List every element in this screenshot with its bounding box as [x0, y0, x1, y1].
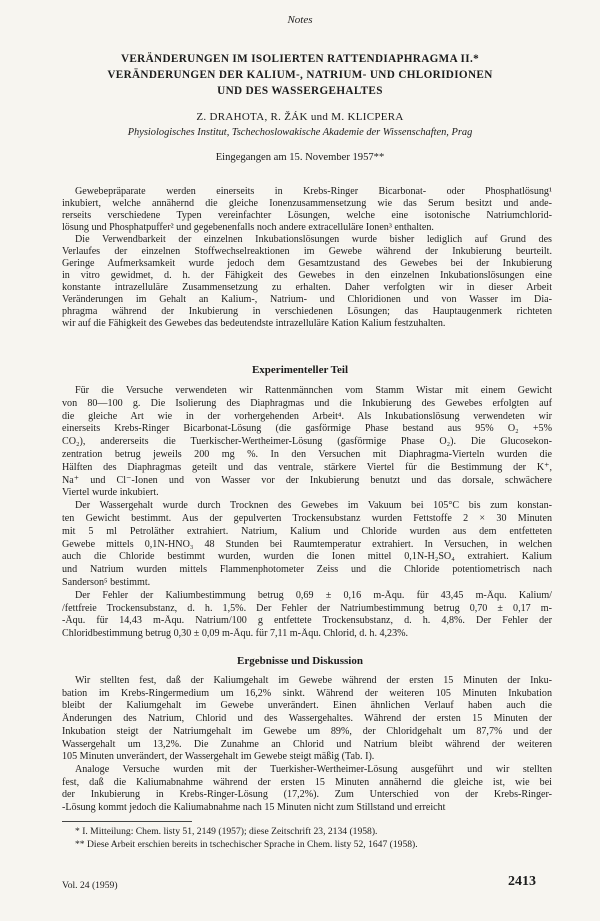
text-line: Wassergehalt um 13,2%. Die Zunahme an Chlorid und Natrium bleibt während der weiteren	[62, 738, 552, 750]
text-line: wir auf die Fähigkeit des Gewebes das bedeutendste intrazelluläre Kation Kalium festzuhalten.	[62, 318, 446, 329]
text-line: inkubiert, welche annähernd die gleiche Ionenzusammensetzung wie das Serum besitzt und ande-	[62, 198, 552, 209]
page-number: 2413	[508, 874, 536, 889]
text-line: /fettfreie Trockensubstanz, d. h. 1,5%. Der Fehler der Natriumbestimmung betrug 0,70 ± 0,17 m-	[62, 602, 552, 614]
text-line: lösung und Phosphatpuffer² und gegebenenfalls noch andere extracelluläre Ionen³ enthalten.	[62, 222, 434, 233]
text-line: Sanderson⁵ bestimmt.	[62, 577, 151, 588]
text-line: CO₂), andererseits die Tuerkischer-Wertheimer-Lösung (gasförmige Phase O₂). Die Glucosekon-	[62, 436, 552, 448]
text-line: fest, daß die Kaliumabnahme während der ersten 15 Minuten annähernd die gleiche ist, wie bei	[62, 776, 552, 788]
footnote-2: ** Diese Arbeit erschien bereits in tschechischer Sprache in Chem. listy 52, 1647 (1958).	[75, 839, 418, 850]
text-line: Gewebe mittels 0,1N-HNO₃ 48 Stunden bei Raumtemperatur extrahiert. In Versuchen, in welchen	[62, 538, 552, 550]
section-heading-results: Ergebnisse und Diskussion	[237, 655, 363, 667]
text-line: -Lösung kommt jedoch die Kaliumabnahme nach 15 Minuten nicht zum Stillstand und erreicht	[62, 802, 446, 813]
text-line: der Inkubierung in Krebs-Ringer-Lösung (17,2%). Zum Unterschied von der Krebs-Ringer-	[62, 789, 552, 801]
text-line: Na⁺ und Cl⁻-Ionen und von Wasser vor der Inkubierung benutzt und das dorsale, schwächere	[62, 474, 552, 486]
text-line: Gewebepräparate werden einerseits in Krebs-Ringer Bicarbonat- oder Phosphatlösung¹	[75, 186, 552, 197]
authors: Z. DRAHOTA, R. ŽÁK und M. KLICPERA	[196, 111, 404, 123]
text-line: Verlaufes der einzelnen Stoffwechselreaktionen im Gewebe während der Inkubierung beurteilt.	[62, 246, 552, 257]
received-date: Eingegangen am 15. November 1957**	[215, 152, 385, 163]
text-line: Der Wassergehalt wurde durch Trocknen des Gewebes im Vakuum bei 105°C bis zum konstan-	[75, 500, 552, 512]
volume-label: Vol. 24 (1959)	[62, 880, 118, 891]
text-line: Änderungen des Natrium, Chlorid und des Wassergehaltes. Während der ersten 15 Minuten der	[62, 713, 552, 725]
text-line: Für die Versuche verwendeten wir Rattenmännchen vom Stamm Wistar mit einem Gewicht	[75, 385, 552, 396]
title-line-2: VERÄNDERUNGEN DER KALIUM-, NATRIUM- UND CHLORIDIONEN	[107, 69, 493, 81]
text-line: Geringe Aufmerksamkeit wurde jedoch dem Gesamtzustand des Gewebes bei der Inkubierung	[62, 258, 552, 269]
text-line: Veränderungen im Gehalt an Kalium-, Natrium- und Chloridionen und von Wasser im Dia-	[62, 294, 552, 305]
text-line: und Natrium wurden mittels Flammenphotometer Zeiss und die Chloride potentiometrisch nach	[62, 564, 552, 576]
text-line: bation im Krebs-Ringermedium um 16,2% sinkt. Während der weiteren 105 Minuten Inkubation	[62, 687, 552, 699]
text-line: ten Gewicht bestimmt. Aus der gepulverten Trockensubstanz wurden Fettstoffe 2 × 30 Minuten	[62, 513, 552, 524]
footnote-1: * I. Mitteilung: Chem. listy 51, 2149 (1957); diese Zeitschrift 23, 2134 (1958).	[75, 826, 378, 837]
affiliation: Physiologisches Institut, Tschechoslowakische Akademie der Wissenschaften, Prag	[127, 127, 473, 138]
section-heading-experimental: Experimenteller Teil	[251, 364, 349, 376]
text-line: phragma während der Inkubierung in verschiedenen Lösungen; das Hauptaugenmerk richteten	[62, 306, 552, 317]
text-line: konstante intrazelluläre Zusammensetzung zu erhalten. Daher verfolgten wir in dieser Arbeit	[62, 282, 552, 293]
text-line: Wir stellten fest, daß der Kaliumgehalt im Gewebe während der ersten 15 Minuten der Inku-	[75, 675, 552, 686]
text-line: bleibt der Kaliumgehalt im Gewebe unverändert. Einen ähnlichen Verlauf haben auch die	[62, 700, 552, 712]
text-line: Viertel wurde inkubiert.	[62, 487, 159, 499]
text-line: Analoge Versuche wurden mit der Tuerkisher-Wertheimer-Lösung ausgeführt und wir stellten	[75, 763, 552, 775]
running-head: Notes	[287, 14, 313, 26]
text-line: auch die Chloride bestimmt wurden, wurden die Ionen mittel 0,1N-H₂SO₄ extrahiert. Kalium	[62, 551, 552, 563]
text-line: die gleiche Art wie in der vorhergehenden Arbeit⁴. Als Inkubationslösung verwendeten wir	[62, 410, 552, 422]
text-line: einerseits Krebs-Ringer Bicarbonat-Lösung (die gasförmige Phase bestand aus 95% O₂ +5%	[62, 423, 552, 435]
text-line: Inkubation steigt der Natriumgehalt im Gewebe um 89%, der Chloridgehalt um 87,7% und der	[62, 725, 552, 737]
text-line: Der Fehler der Kaliumbestimmung betrug 0,69 ± 0,16 m-Äqu. für 43,45 m-Äqu. Kalium/	[75, 589, 552, 601]
text-line: mit 5 ml Petroläther extrahiert. Natrium, Kalium und Chloride wurden aus dem entfetteten	[62, 525, 552, 537]
footnote-rule	[62, 821, 192, 822]
title-line-1: VERÄNDERUNGEN IM ISOLIERTEN RATTENDIAPHRAGMA II.*	[120, 53, 480, 65]
text-line: rerseits verschiedene Typen vereinfachter Lösungen, welche eine isotonische Natriumchlorid-	[62, 210, 552, 221]
text-line: Chloridbestimmung betrug 0,30 ± 0,09 m-Äqu. für 7,11 m-Äqu. Chlorid, d. h. 4,23%.	[62, 628, 409, 640]
text-line: -Äqu. für 14,43 m-Äqu. Natrium/100 g entfettete Trockensubstanz, d. h. 4,8%. Der Fehler der	[62, 615, 552, 627]
text-line: von 80—100 g. Die Isolierung des Diaphragmas und die Inkubierung des Gewebes erfolgten auf	[62, 397, 552, 409]
text-line: Hälften des Diaphragmas geteilt und das ventrale, stärkere Viertel für die Bestimmung der K⁺,	[62, 461, 552, 473]
text-line: zentration betrug jeweils 200 mg %. In den Versuchen mit Diaphragma-Vierteln wurden die	[62, 449, 552, 460]
text-line: Die Verwendbarkeit der einzelnen Inkubationslösungen wurde bisher lediglich auf Grund des	[75, 234, 552, 245]
text-line: 105 Minuten unverändert, der Wassergehalt im Gewebe steigt mäßig (Tab. I).	[62, 751, 375, 763]
text-line: in vitro gewidmet, d. h. der Fähigkeit des Gewebes in den einzelnen Inkubationslösungen eine	[62, 270, 552, 281]
title-line-3: UND DES WASSERGEHALTES	[217, 85, 383, 97]
